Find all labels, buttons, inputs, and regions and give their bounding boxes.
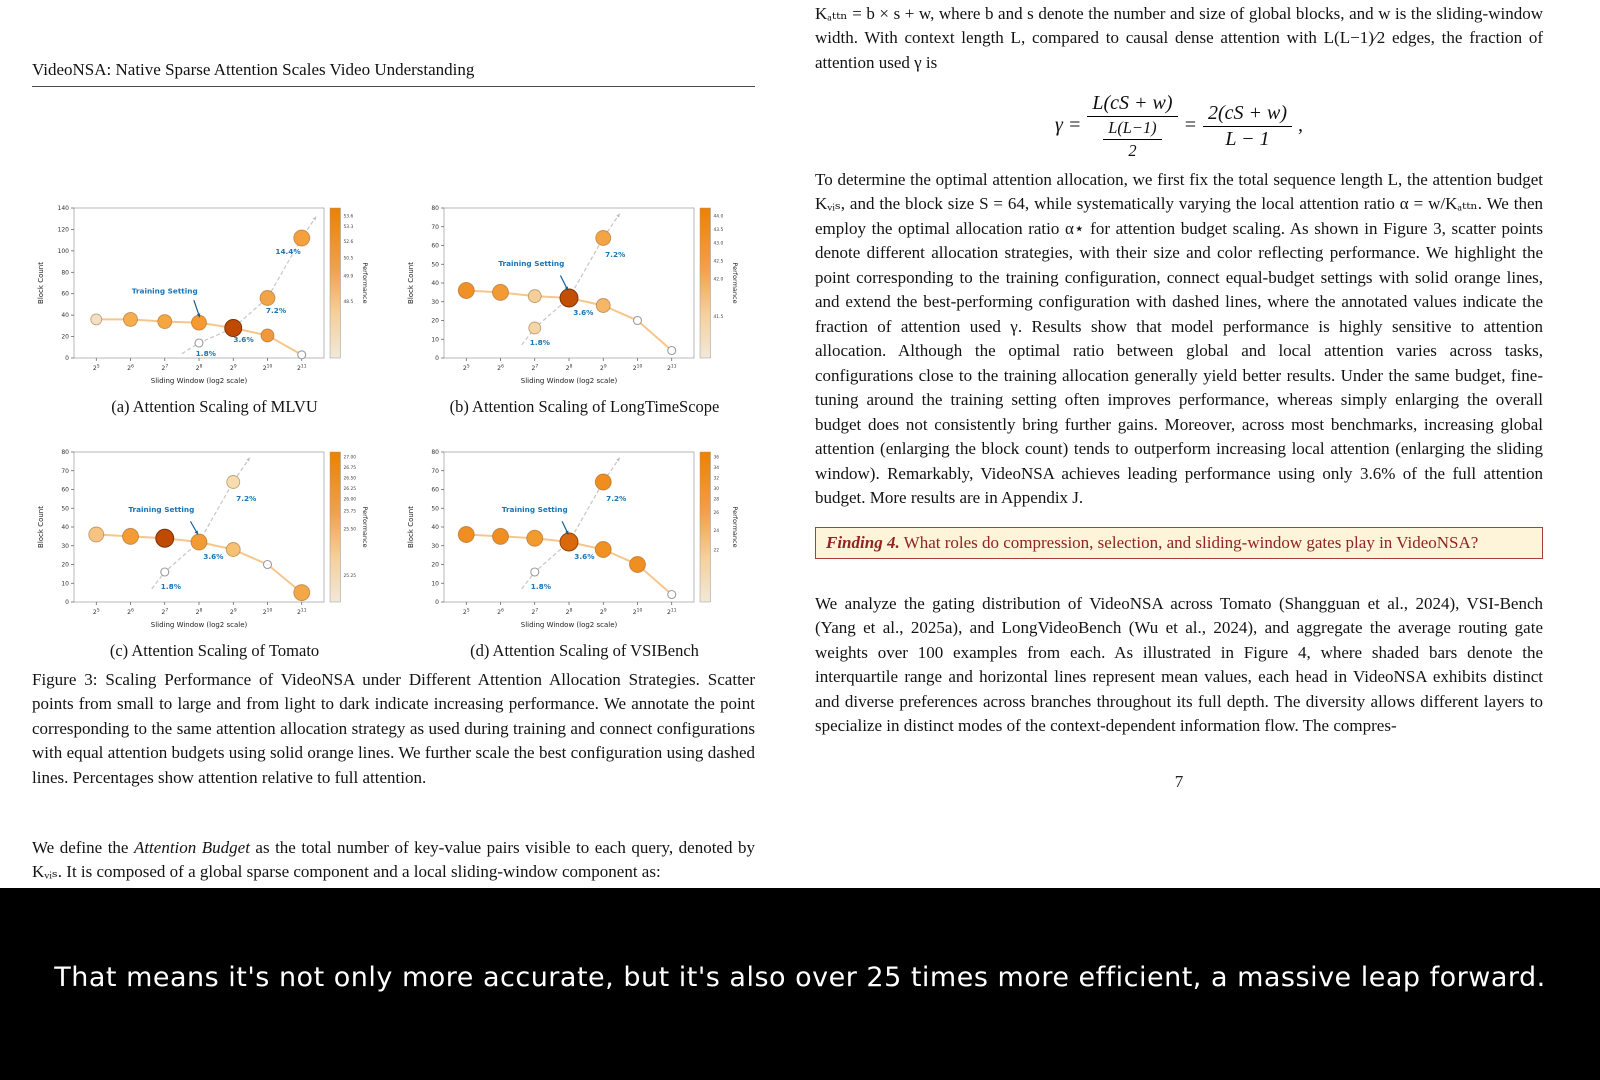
svg-text:29: $2^9$ — [599, 608, 607, 616]
svg-text:25: $2^5$ — [92, 364, 100, 372]
svg-text:40: 40 — [431, 524, 439, 531]
chart-c-plot — [32, 442, 397, 639]
svg-text:80: 80 — [431, 205, 439, 212]
svg-text:43.5: 43.5 — [713, 227, 724, 233]
svg-text:211: $2^{11}$ — [666, 608, 677, 616]
svg-text:Training Setting: Training Setting — [131, 286, 198, 296]
svg-text:Performance: Performance — [361, 506, 369, 548]
svg-text:26: $2^6$ — [497, 608, 504, 616]
svg-text:30: 30 — [61, 542, 69, 550]
equation-f1-numerator: L(cS + w) — [1092, 92, 1173, 114]
svg-text:26.25: 26.25 — [343, 486, 357, 492]
svg-text:1.8%: 1.8% — [530, 581, 552, 591]
equation-f2-denominator: L − 1 — [1203, 126, 1292, 151]
figure3-subplot-d — [402, 442, 767, 661]
svg-text:211: $2^{11}$ — [296, 364, 307, 372]
page-header-title: VideoNSA: Native Sparse Attention Scales Video Understanding — [32, 60, 475, 79]
svg-text:7.2%: 7.2% — [265, 306, 287, 315]
svg-text:48.5: 48.5 — [343, 299, 354, 305]
finding4-box — [815, 527, 1543, 559]
chart-b-plot — [402, 198, 767, 395]
budget-para-pre: We define the — [32, 838, 134, 857]
svg-text:210: $2^{10}$ — [632, 364, 643, 372]
svg-text:26.00: 26.00 — [343, 497, 357, 503]
svg-text:3.6%: 3.6% — [203, 551, 224, 561]
svg-text:26: 26 — [713, 510, 720, 516]
chart-a-caption: (a) Attention Scaling of MLVU — [111, 397, 318, 416]
equation-f2-numerator: 2(cS + w) — [1208, 102, 1288, 124]
svg-text:50: 50 — [61, 505, 69, 513]
svg-text:80: 80 — [61, 449, 69, 456]
svg-text:1.8%: 1.8% — [195, 348, 216, 358]
equation-lhs: γ = — [1054, 114, 1082, 137]
svg-text:30: 30 — [431, 298, 439, 306]
svg-text:80: 80 — [61, 269, 69, 277]
svg-text:26: $2^6$ — [127, 364, 134, 372]
svg-text:29: $2^9$ — [599, 364, 607, 372]
right-column — [815, 0, 1543, 888]
budget-para-post: as the total number of key-value pairs visible to each query, denoted by Kᵥᵢₛ. It is composed of a global sparse component and a local sliding-window component as: — [32, 838, 755, 882]
equation-nested-numerator: L(L−1) — [1108, 118, 1157, 137]
svg-text:0: 0 — [435, 599, 439, 606]
svg-text:22: 22 — [713, 548, 720, 554]
attention-budget-paragraph — [32, 836, 755, 885]
svg-text:30: 30 — [431, 542, 439, 550]
scatter-chart-svg — [402, 442, 767, 634]
svg-text:27: $2^7$ — [531, 364, 539, 372]
chart-b-caption: (b) Attention Scaling of LongTimeScope — [449, 397, 720, 416]
svg-text:60: 60 — [61, 290, 69, 298]
chart-a-plot — [32, 198, 397, 395]
svg-text:34: 34 — [713, 465, 720, 471]
svg-text:70: 70 — [61, 467, 69, 475]
svg-text:28: $2^8$ — [195, 364, 203, 372]
svg-text:Performance: Performance — [731, 262, 739, 304]
svg-text:36: 36 — [713, 455, 720, 461]
svg-text:29: $2^9$ — [229, 608, 237, 616]
subtitle-bar — [0, 888, 1600, 1080]
svg-text:30: 30 — [713, 486, 720, 492]
svg-text:70: 70 — [431, 467, 439, 475]
svg-text:Training Setting: Training Setting — [128, 505, 195, 514]
svg-text:211: $2^{11}$ — [666, 364, 677, 372]
svg-text:25: $2^5$ — [462, 608, 470, 616]
budget-para-italic: Attention Budget — [133, 838, 250, 857]
svg-text:25: $2^5$ — [462, 364, 470, 372]
svg-text:27.00: 27.00 — [343, 455, 357, 461]
svg-text:60: 60 — [431, 242, 439, 250]
svg-text:52.6: 52.6 — [343, 239, 354, 245]
svg-text:Training Setting: Training Setting — [501, 505, 568, 514]
svg-text:26.75: 26.75 — [343, 465, 357, 471]
svg-text:Sliding Window (log2 scale): Sliding Window (log2 scale) — [520, 377, 618, 385]
svg-text:120: 120 — [57, 226, 69, 234]
svg-text:140: 140 — [57, 205, 69, 212]
svg-text:1.8%: 1.8% — [529, 337, 551, 347]
finding4-label: Finding 4. — [826, 533, 900, 552]
svg-text:28: $2^8$ — [565, 608, 573, 616]
equation-gamma — [815, 92, 1543, 161]
svg-text:28: $2^8$ — [565, 364, 573, 372]
equation-nested-denominator: 2 — [1103, 139, 1161, 161]
svg-text:60: 60 — [431, 486, 439, 494]
figure3-subplot-a — [32, 198, 397, 417]
svg-text:Sliding Window (log2 scale): Sliding Window (log2 scale) — [150, 377, 248, 385]
equation-nested-fraction — [1103, 118, 1161, 161]
svg-text:60: 60 — [61, 486, 69, 494]
svg-text:29: $2^9$ — [229, 364, 237, 372]
equation-fraction-1 — [1087, 92, 1177, 161]
svg-text:20: 20 — [61, 333, 69, 341]
svg-text:27: $2^7$ — [161, 608, 169, 616]
svg-text:50: 50 — [431, 261, 439, 269]
svg-text:20: 20 — [431, 317, 439, 325]
left-column — [32, 0, 755, 888]
svg-text:10: 10 — [61, 580, 69, 588]
svg-text:Block Count: Block Count — [37, 262, 45, 304]
svg-text:10: 10 — [431, 580, 439, 588]
svg-text:26.50: 26.50 — [343, 476, 357, 482]
svg-text:1.8%: 1.8% — [160, 581, 182, 591]
svg-text:10: 10 — [431, 336, 439, 344]
svg-text:14.4%: 14.4% — [275, 247, 301, 257]
svg-text:28: $2^8$ — [195, 608, 203, 616]
svg-text:100: 100 — [57, 247, 69, 255]
svg-text:26: $2^6$ — [127, 608, 134, 616]
svg-text:27: $2^7$ — [161, 364, 169, 372]
svg-text:Block Count: Block Count — [37, 506, 45, 548]
svg-text:25: $2^5$ — [92, 608, 100, 616]
svg-text:20: 20 — [61, 561, 69, 569]
equation-f1-denominator — [1087, 116, 1177, 161]
paragraph-gating: We analyze the gating distribution of VideoNSA across Tomato (Shangguan et al., 2024), VSI-Bench (Yang et al., 2025a), and LongVideoBench (Wu et al., 2024), and aggregate the average routing gate weights over 100 examples from each. As illustrated in Figure 4, where shaded bars denote the interquartile range and horizontal lines represent mean values, each head in VideoNSA exhibits distinct and diverse preferences across branches throughout its full depth. The diversity allows different layers to specialize in distinct modes of the context-dependent information flow. The compres- — [815, 594, 1543, 736]
svg-text:24: 24 — [713, 528, 720, 534]
chart-c-caption: (c) Attention Scaling of Tomato — [109, 641, 320, 660]
svg-text:27: $2^7$ — [531, 608, 539, 616]
svg-text:3.6%: 3.6% — [233, 334, 254, 344]
chart-d-caption: (d) Attention Scaling of VSIBench — [470, 641, 699, 660]
svg-text:70: 70 — [431, 223, 439, 231]
svg-text:42.5: 42.5 — [713, 259, 724, 265]
svg-text:44.0: 44.0 — [713, 214, 724, 220]
svg-text:210: $2^{10}$ — [262, 364, 273, 372]
svg-text:50.5: 50.5 — [343, 256, 354, 262]
scatter-chart-svg — [402, 198, 767, 390]
svg-text:Block Count: Block Count — [407, 262, 415, 304]
equation-tail: , — [1298, 114, 1304, 137]
svg-text:7.2%: 7.2% — [236, 493, 257, 503]
svg-text:25.25: 25.25 — [343, 573, 357, 579]
equation-fraction-2 — [1203, 102, 1292, 151]
svg-text:43.0: 43.0 — [713, 241, 724, 247]
svg-text:42.0: 42.0 — [713, 277, 724, 283]
svg-text:41.5: 41.5 — [713, 314, 724, 320]
svg-text:Sliding Window (log2 scale): Sliding Window (log2 scale) — [520, 621, 618, 629]
page-number: 7 — [1174, 772, 1184, 791]
svg-text:Performance: Performance — [731, 506, 739, 548]
svg-text:210: $2^{10}$ — [632, 608, 643, 616]
svg-text:25.75: 25.75 — [343, 509, 357, 515]
paragraph-kattn: Kₐₜₜₙ = b × s + w, where b and s denote the number and size of global blocks, and w is the sliding-window width. With context length L, compared to causal dense attention with L(L−1)⁄2 edges, the fraction of attention used γ is — [815, 4, 1543, 72]
chart-d-plot — [402, 442, 767, 639]
svg-text:49.9: 49.9 — [343, 274, 354, 280]
finding4-text: What roles do compression, selection, and sliding-window gates play in VideoNSA? — [899, 533, 1479, 552]
video-subtitle: That means it's not only more accurate, but it's also over 25 times more efficient, a massive leap forward. — [54, 962, 1546, 993]
svg-text:80: 80 — [431, 449, 439, 456]
equation-equals: = — [1183, 114, 1197, 137]
svg-text:53.6: 53.6 — [343, 214, 354, 220]
svg-text:Training Setting: Training Setting — [498, 259, 565, 269]
svg-text:211: $2^{11}$ — [296, 608, 307, 616]
svg-text:40: 40 — [61, 312, 69, 320]
svg-text:3.6%: 3.6% — [573, 307, 594, 317]
svg-text:25.50: 25.50 — [343, 527, 357, 533]
svg-text:3.6%: 3.6% — [574, 551, 595, 561]
scatter-chart-svg — [32, 442, 397, 634]
svg-text:Block Count: Block Count — [407, 506, 415, 548]
svg-text:28: 28 — [713, 497, 720, 503]
paragraph-allocation: To determine the optimal attention allocation, we first fix the total sequence length L, the attention budget Kᵥᵢₛ, and the block size S = 64, while systematically varying the local attention ratio α = w/Kₐₜₜₙ. We then employ the optimal allocation ratio α⋆ for attention budget scaling. As shown in Figure 3, scatter points denote different allocation strategies, with their size and color reflecting performance. We highlight the point corresponding to the training configuration, connect equal-budget settings with solid orange lines, and extend the best-performing configuration with dashed lines, where the annotated values indicate the fraction of attention used γ. Results show that model performance is highly sensitive to attention allocation. Although the optimal ratio between global and local attention varies across tasks, configurations close to the training allocation generally yield better results. Under the same budget, fine-tuning around the training setting often improves performance, whereas simply enlarging the overall budget does not consistently bring further gains. Moreover, across most benchmarks, increasing global attention (enlarging the block count) tends to outperform increasing local attention (enlarging the sliding window). Remarkably, VideoNSA achieves leading performance using only 3.6% of the full attention budget. More results are in Appendix J. — [815, 170, 1543, 508]
header-rule — [32, 86, 755, 87]
svg-text:210: $2^{10}$ — [262, 608, 273, 616]
svg-text:20: 20 — [431, 561, 439, 569]
svg-text:7.2%: 7.2% — [606, 493, 627, 503]
svg-text:7.2%: 7.2% — [605, 249, 626, 259]
svg-text:Performance: Performance — [361, 262, 369, 304]
svg-text:26: $2^6$ — [497, 364, 504, 372]
svg-text:50: 50 — [431, 505, 439, 513]
svg-text:53.3: 53.3 — [343, 224, 354, 230]
figure3-caption: Figure 3: Scaling Performance of VideoNSA under Different Attention Allocation Strategies. Scatter points from small to large and from light to dark indicate increasing performance. We annotate the point corresponding to the same attention allocation strategy as used during training and connect configurations with equal attention budgets using solid orange lines. We further scale the best configuration using dashed lines. Percentages show attention relative to full attention. — [32, 670, 755, 787]
figure3-subplot-c — [32, 442, 397, 661]
scatter-chart-svg — [32, 198, 397, 390]
svg-text:Sliding Window (log2 scale): Sliding Window (log2 scale) — [150, 621, 248, 629]
svg-text:40: 40 — [61, 524, 69, 531]
svg-text:32: 32 — [713, 476, 720, 482]
figure3-subplot-b — [402, 198, 767, 417]
svg-text:40: 40 — [431, 280, 439, 287]
svg-text:0: 0 — [65, 599, 69, 606]
svg-text:0: 0 — [435, 355, 439, 362]
svg-text:0: 0 — [65, 355, 69, 362]
